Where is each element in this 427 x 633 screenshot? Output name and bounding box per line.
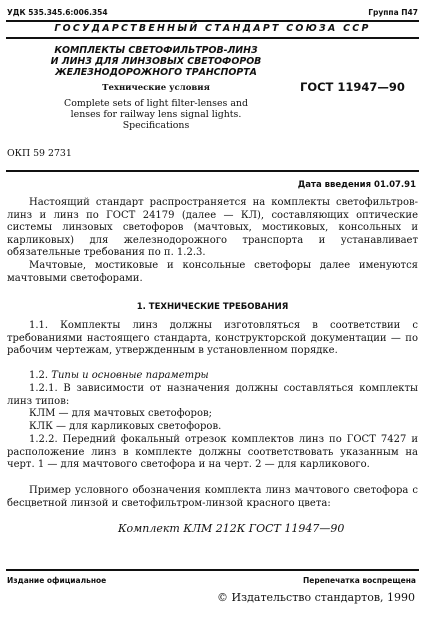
clause-1-2-number: 1.2. xyxy=(29,370,49,381)
title-line-3: ЖЕЛЕЗНОДОРОЖНОГО ТРАНСПОРТА xyxy=(55,67,257,78)
udk-code: УДК 535.345.6:006.354 xyxy=(7,8,108,17)
gost-number: ГОСТ 11947—90 xyxy=(300,80,405,94)
clause-1-2-1: 1.2.1. В зависимости от назначения должны составляться комплекты линз типов: xyxy=(7,383,418,407)
effective-date: Дата введения 01.07.91 xyxy=(297,180,416,190)
document-title xyxy=(40,45,272,78)
group-code: Группа П47 xyxy=(368,8,418,17)
header-rule-2 xyxy=(6,37,419,39)
english-line-1: Complete sets of light filter-lenses and xyxy=(64,98,248,109)
copyright: © Издательство стандартов, 1990 xyxy=(217,591,415,604)
type-klk: КЛК — для карликовых светофоров. xyxy=(29,421,222,432)
english-line-2: lenses for railway lens signal lights. xyxy=(70,109,242,120)
paragraph-scope: Настоящий стандарт распространяется на комплекты светофильтров-линз и линз по ГОСТ 24179 (далее — КЛ), составляющих оптические системы линзовых светофоров (мачтовых, мостиковых, консольных и карликовых) для железнодорожного транспорта и устанавливает обязательные требования по п. 1.2.3. xyxy=(7,197,418,259)
document-subtitle: Технические условия xyxy=(102,83,210,93)
english-line-3: Specifications xyxy=(122,120,190,131)
title-line-1: КОМПЛЕКТЫ СВЕТОФИЛЬТРОВ-ЛИНЗ xyxy=(54,45,258,56)
type-klm: КЛМ — для мачтовых светофоров; xyxy=(29,408,212,419)
state-standard-label: ГОСУДАРСТВЕННЫЙ СТАНДАРТ СОЮЗА ССР xyxy=(54,23,371,34)
official-edition: Издание официальное xyxy=(7,576,107,585)
english-title xyxy=(40,98,272,131)
header-rule xyxy=(6,20,419,22)
title-rule xyxy=(6,170,419,172)
designation-example: Комплект КЛМ 212К ГОСТ 11947—90 xyxy=(118,522,345,535)
title-line-2: И ЛИНЗ ДЛЯ ЛИНЗОВЫХ СВЕТОФОРОВ xyxy=(50,56,262,67)
paragraph-signals: Мачтовые, мостиковые и консольные светофоры далее именуются мачтовыми светофорами. xyxy=(7,260,418,284)
reprint-prohibited: Перепечатка воспрещена xyxy=(302,576,416,585)
clause-1-2-2: 1.2.2. Передний фокальный отрезок комплектов линз по ГОСТ 7427 и расположение линз в комплекте должны соответствовать указанным на черт. 1 — для мачтового светофора и на черт. 2 — для карликового. xyxy=(7,434,418,471)
designation-example-intro: Пример условного обозначения комплекта линз мачтового светофора с бесцветной линзой и светофильтром-линзой красного цвета: xyxy=(7,485,418,509)
okp-code: ОКП 59 2731 xyxy=(7,148,72,159)
clause-1-1: 1.1. Комплекты линз должны изготовляться в соответствии с требованиями настоящего стандарта, конструкторской документации — по рабочим чертежам, утвержденным в установленном порядке. xyxy=(7,320,418,357)
section-heading: 1. ТЕХНИЧЕСКИЕ ТРЕБОВАНИЯ xyxy=(136,302,289,312)
clause-1-2-title: Типы и основные параметры xyxy=(51,370,209,381)
clause-1-2 xyxy=(29,370,209,383)
footer-rule xyxy=(6,569,419,571)
